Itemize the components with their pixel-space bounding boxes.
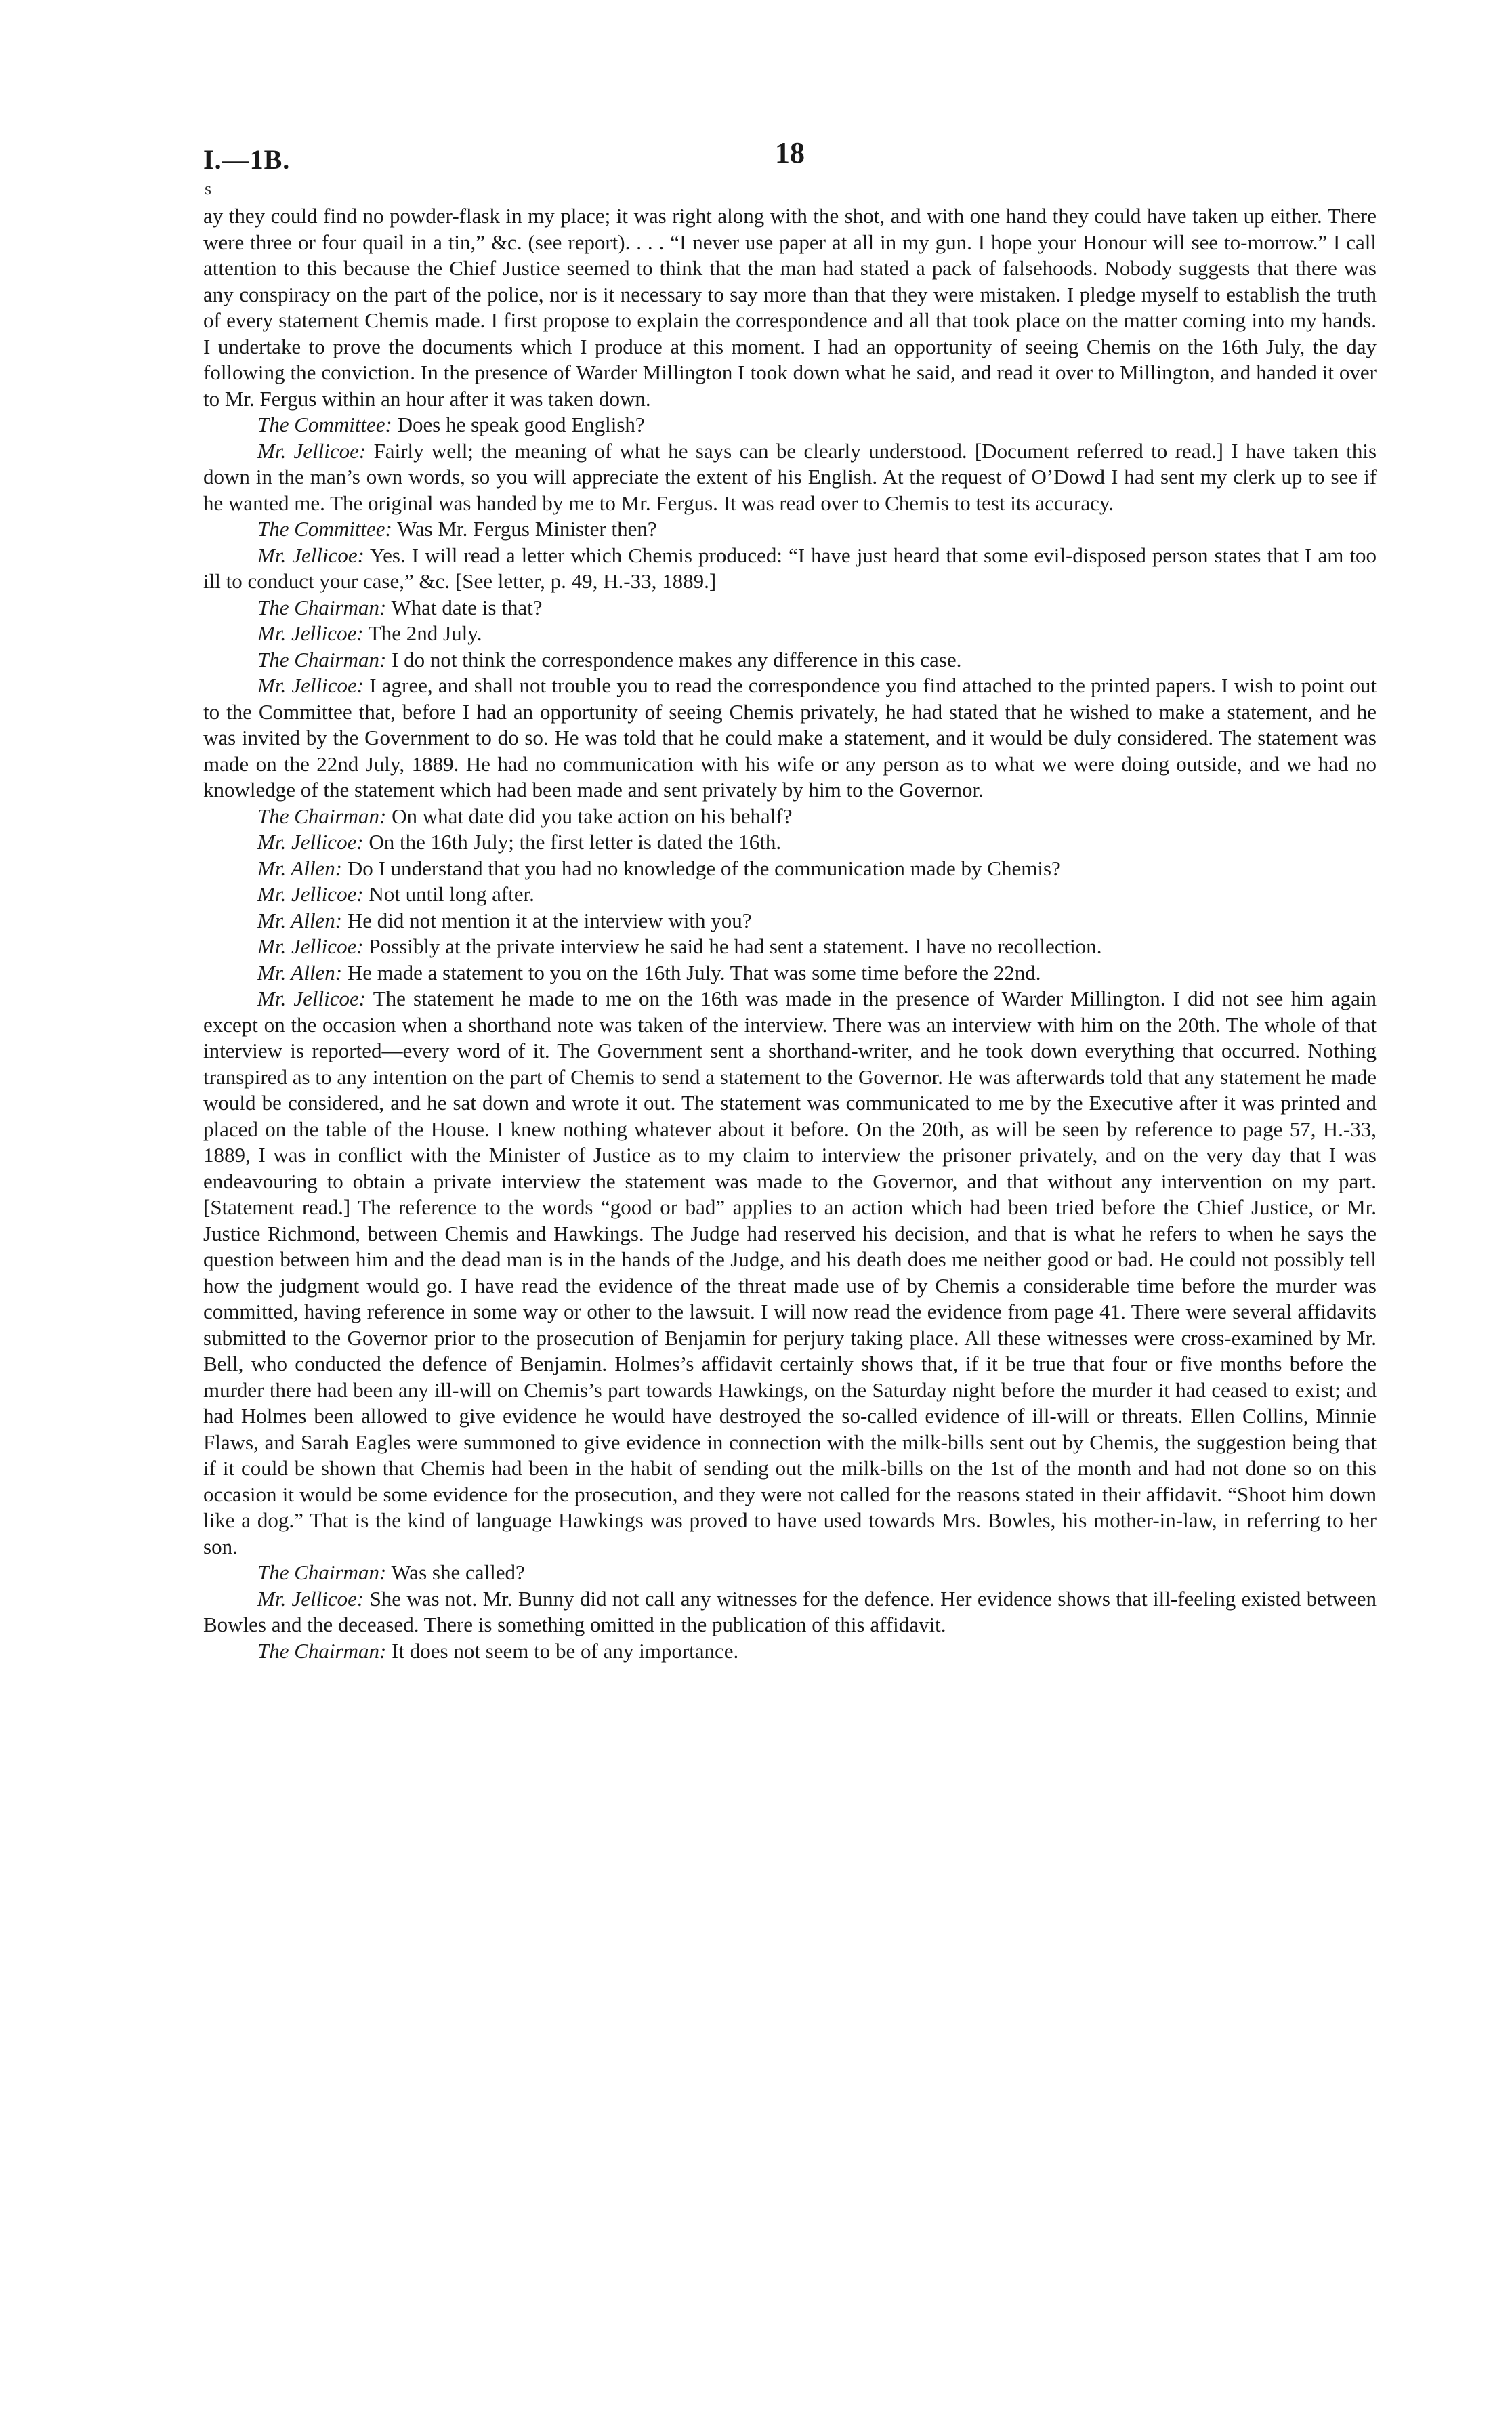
paragraph-text: The statement he made to me on the 16th was made in the presence of Warder Millington. I did not see him again except on the occasion when a shorthand note was taken of the interview. There was an interview with him on the 20th. The whole of that interview is reported—every word of it. The Government sent a shorthand-writer, and he took down everything that occurred. Nothing transpired as to any intention on the part of Chemis to send a statement to the Governor. He was afterwards told that any statement he made would be considered, and he sat down and wrote it out. The statement was communicated to me by the Executive after it was printed and placed on the table of the House. I knew nothing whatever about it before. On the 20th, as will be seen by reference to page 57, H.-33, 1889, I was in conflict with the Minister of Justice as to my claim to interview the prisoner privately, and on the very day that I was endeavouring to obtain a private interview the statement was made to the Governor, and that without any intervention on my part. [Statement read.] The reference to the words “good or bad” applies to an action which had been tried before the Chief Justice, or Mr. Justice Richmond, between Chemis and Hawkings. The Judge had reserved his decision, and that is what he refers to when he says the question between him and the dead man is in the hands of the Judge, and his death does me neither good or bad. He could not possibly tell how the judgment would go. I have read the evidence of the threat made use of by Chemis a considerable time before the murder was committed, having reference in some way or other to the lawsuit. I will now read the evidence from page 41. There were several affidavits submitted to the Governor prior to the prosecution of Benjamin for perjury taking place. All these witnesses were cross-examined by Mr. Bell, who conducted the defence of Benjamin. Holmes’s affidavit certainly shows that, if it be true that four or five months before the murder there had been any ill-will on Chemis’s part towards Hawkings, on the Saturday night before the murder it had ceased to exist; and had Holmes been allowed to give evidence he would have destroyed the so-called evidence of ill-will or threats. Ellen Collins, Minnie Flaws, and Sarah Eagles were summoned to give evidence in connection with the milk-bills sent out by Chemis, the suggestion being that if it could be shown that Chemis had been in the habit of sending out the milk-bills on the 1st of the month and had not done so on this occasion it would be some evidence for the prosecution, and they were not called for the reasons stated in their affidavit. “Shoot him down like a dog.” That is the kind of language Hawkings was proved to have used towards Mrs. Bowles, his mother-in-law, in referring to her son.	[203, 987, 1377, 1558]
paragraph-text: Fairly well; the meaning of what he says can be clearly understood. [Document referred to read.] I have taken this down in the man’s own words, so you will appreciate the extent of his English. At the request of O’Dowd I had sent my clerk up to see if he wanted me. The original was handed by me to Mr. Fergus. It was read over to Chemis to test its accuracy.	[203, 438, 1377, 515]
speaker: Mr. Jellicoe:	[257, 987, 366, 1010]
paragraph-text: Possibly at the private interview he said he had sent a statement. I have no recollection.	[369, 934, 1102, 958]
paragraph-text: Was Mr. Fergus Minister then?	[397, 517, 657, 541]
paragraph	[203, 804, 1377, 830]
paragraph	[203, 673, 1377, 804]
speaker: Mr. Jellicoe:	[257, 1586, 364, 1611]
paragraph-text: ay they could find no powder-flask in my place; it was right along with the shot, and with one hand they could have taken up either. There were three or four quail in a tin,” &c. (see report). . . . “I never use paper at all in my gun. I hope your Honour will see to-morrow.” I call attention to this because the Chief Justice seemed to think that the man had stated a pack of falsehoods. Nobody suggests that there was any conspiracy on the part of the police, nor is it necessary to say more than that they were mistaken. I pledge myself to establish the truth of every statement Chemis made. I first propose to explain the correspondence and all that took place on the matter coming into my hands. I undertake to prove the documents which I produce at this moment. I had an opportunity of seeing Chemis on the 16th July, the day following the conviction. In the presence of Warder Millington I took down what he said, and read it over to Millington, and handed it over to Mr. Fergus within an hour after it was taken down.	[203, 204, 1377, 411]
page-number: 18	[775, 136, 805, 169]
paragraph-text: Yes. I will read a letter which Chemis produced: “I have just heard that some evil-disposed person states that I am too ill to conduct your case,” &c. [See letter, p. 49, H.-33, 1889.]	[203, 543, 1377, 593]
paragraph	[203, 412, 1377, 438]
paragraph	[203, 1638, 1377, 1665]
paragraph-text: Do I understand that you had no knowledge of the communication made by Chemis?	[347, 856, 1061, 880]
paragraph	[203, 908, 1377, 934]
speaker: The Chairman:	[257, 1560, 387, 1584]
speaker: The Committee:	[257, 517, 392, 541]
paragraph	[203, 647, 1377, 673]
speaker: Mr. Jellicoe:	[257, 882, 364, 906]
speaker: The Committee:	[257, 413, 392, 436]
paragraph-text: I agree, and shall not trouble you to read the correspondence you find attached to the printed papers. I wish to point out to the Committee that, before I had an opportunity of seeing Chemis privately, he had stated that he wished to make a statement, and he was invited by the Government to do so. He was told that he could make a statement, and it would be duly considered. The statement was made on the 22nd July, 1889. He had no communication with his wife or any person as to what we were doing outside, and we had no knowledge of the statement which had been made and sent privately by him to the Governor.	[203, 673, 1377, 802]
document-page	[203, 136, 1377, 2371]
paragraph-text: What date is that?	[391, 595, 543, 619]
paragraph-text: Does he speak good English?	[397, 413, 645, 436]
paragraph-text: He did not mention it at the interview with you?	[347, 908, 752, 932]
paragraph-text: Not until long after.	[369, 882, 534, 906]
paragraph-text: He made a statement to you on the 16th July. That was some time before the 22nd.	[347, 960, 1041, 984]
paragraph	[203, 986, 1377, 1560]
paragraph	[203, 203, 1377, 412]
paragraph	[203, 543, 1377, 595]
paragraph-text: The 2nd July.	[368, 621, 482, 645]
speaker: Mr. Allen:	[257, 908, 343, 932]
paragraph-text: She was not. Mr. Bunny did not call any witnesses for the defence. Her evidence shows that ill-feeling existed between Bowles and the deceased. There is something omitted in the publication of this affidavit.	[203, 1586, 1377, 1636]
speaker: Mr. Jellicoe:	[257, 934, 364, 958]
document-reference: I.—1B.	[203, 144, 291, 175]
paragraph	[203, 856, 1377, 882]
page-header	[203, 136, 1377, 199]
paragraph	[203, 960, 1377, 987]
paragraph	[203, 829, 1377, 856]
paragraph	[203, 1560, 1377, 1586]
stray-mark: s	[205, 179, 212, 199]
speaker: Mr. Jellicoe:	[257, 673, 364, 697]
speaker: The Chairman:	[257, 647, 387, 671]
paragraph	[203, 516, 1377, 543]
paragraph	[203, 1586, 1377, 1638]
speaker: Mr. Allen:	[257, 856, 343, 880]
body-text	[203, 203, 1377, 1664]
paragraph-text: I do not think the correspondence makes any difference in this case.	[392, 647, 962, 671]
speaker: Mr. Jellicoe:	[257, 830, 364, 854]
paragraph	[203, 595, 1377, 621]
speaker: The Chairman:	[257, 595, 387, 619]
paragraph-text: On what date did you take action on his behalf?	[392, 804, 793, 828]
paragraph-text: Was she called?	[391, 1560, 525, 1584]
paragraph	[203, 621, 1377, 647]
paragraph	[203, 882, 1377, 908]
paragraph	[203, 438, 1377, 517]
speaker: The Chairman:	[257, 804, 387, 828]
speaker: Mr. Jellicoe:	[257, 438, 366, 463]
speaker: Mr. Jellicoe:	[257, 621, 364, 645]
speaker: Mr. Allen:	[257, 960, 343, 984]
speaker: The Chairman:	[257, 1638, 387, 1663]
speaker: Mr. Jellicoe:	[257, 543, 364, 567]
paragraph	[203, 934, 1377, 960]
paragraph-text: On the 16th July; the first letter is dated the 16th.	[369, 830, 782, 854]
paragraph-text: It does not seem to be of any importance.	[392, 1638, 739, 1663]
